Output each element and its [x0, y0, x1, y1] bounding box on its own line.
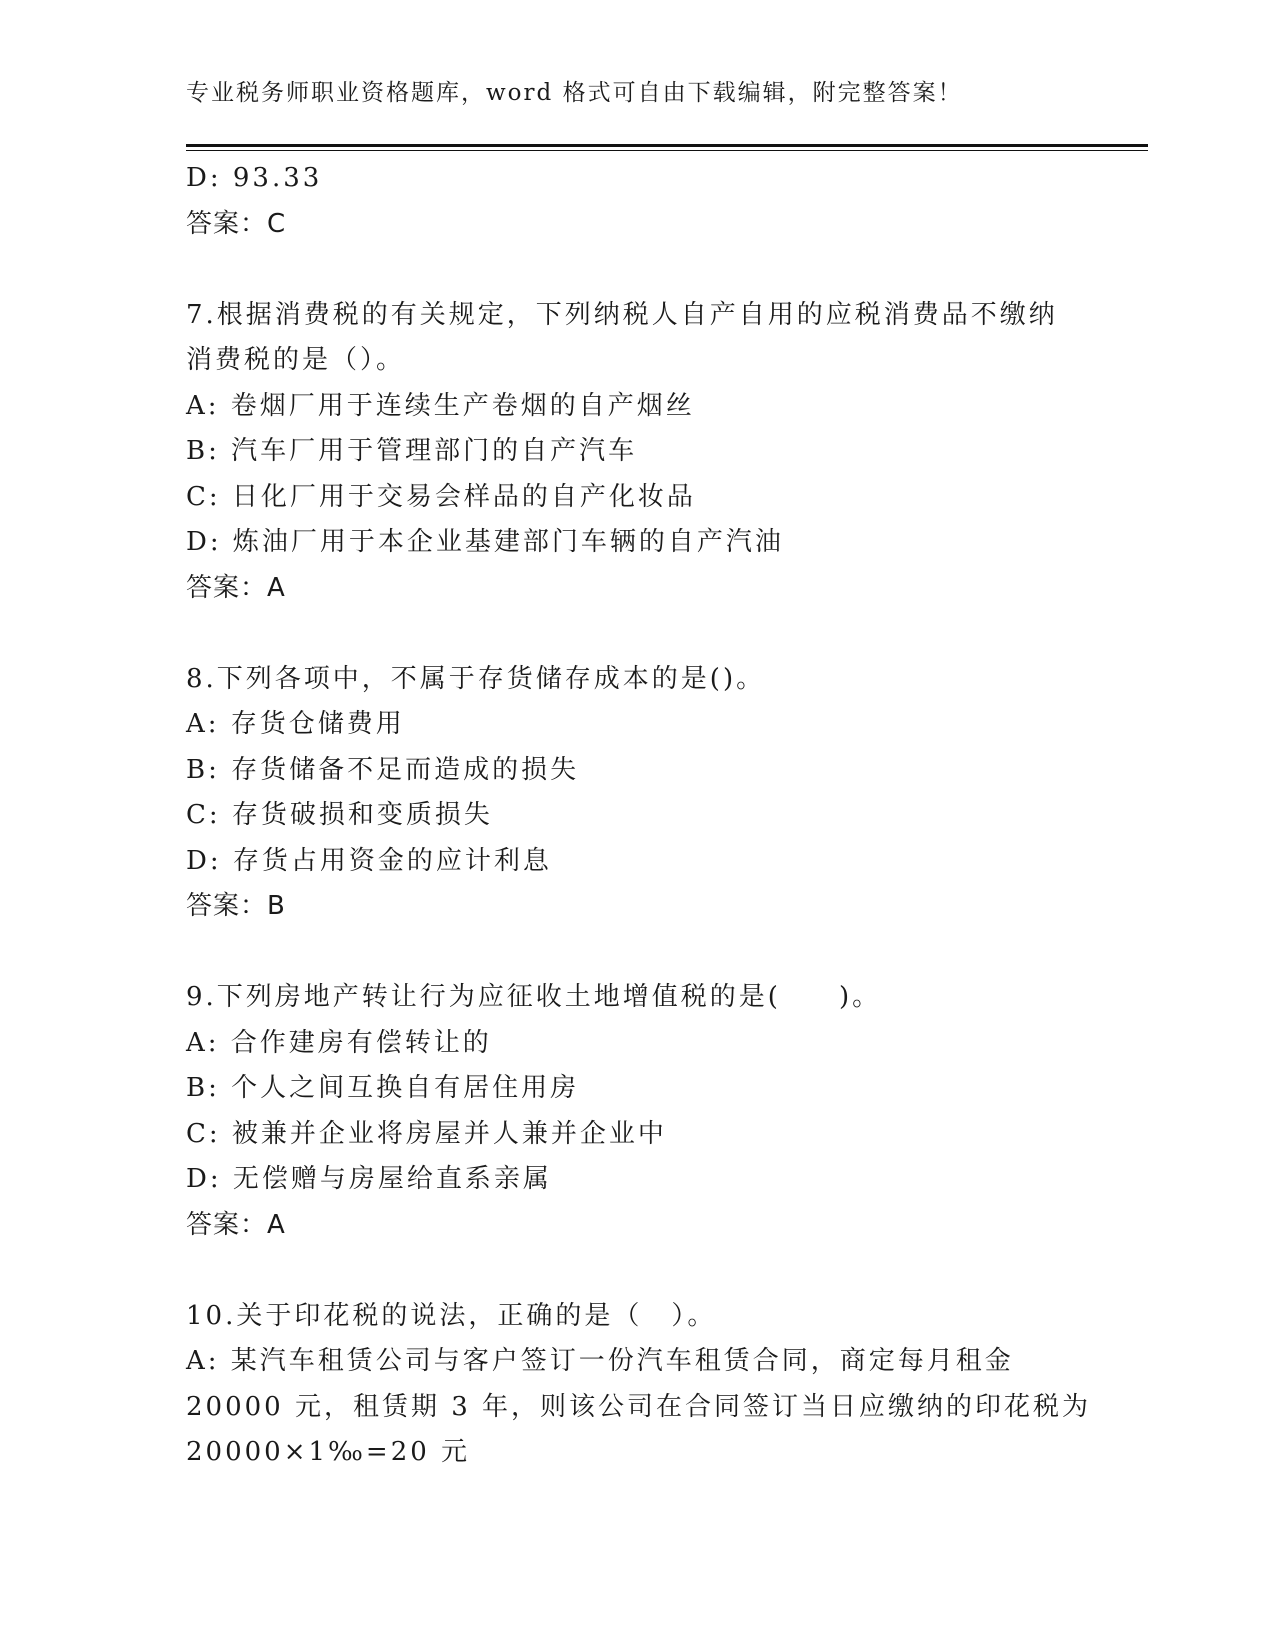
- option-text: A: 合作建房有偿转让的: [186, 1027, 492, 1058]
- answer-text: 答案：A: [186, 1209, 286, 1240]
- option-text: B: 存货储备不足而造成的损失: [186, 754, 580, 785]
- paragraph-gap: [186, 247, 1086, 293]
- option-text: C: 日化厂用于交易会样品的自产化妆品: [186, 481, 696, 512]
- paragraph-gap: [186, 930, 1086, 976]
- paragraph-gap: [186, 1248, 1086, 1294]
- option-text: B: 汽车厂用于管理部门的自产汽车: [186, 436, 638, 466]
- option-text: A: 某汽车租赁公司与客户签订一份汽车租赁合同，商定每月租金: [186, 1346, 1014, 1376]
- header-rule-thin: [186, 150, 1148, 151]
- question-text: 10.关于印花税的说法，正确的是（ ）。: [186, 1300, 717, 1331]
- page-header: 专业税务师职业资格题库，word 格式可自由下载编辑，附完整答案！: [186, 80, 963, 106]
- question-text: 9.下列房地产转让行为应征收土地增值税的是( )。: [186, 982, 882, 1012]
- option-text: A: 卷烟厂用于连续生产卷烟的自产烟丝: [186, 390, 695, 421]
- option-text: A: 存货仓储费用: [186, 709, 405, 739]
- option-text: 20000 元，租赁期 3 年，则该公司在合同签订当日应缴纳的印花税为: [186, 1391, 1092, 1422]
- answer-text: 答案：C: [186, 208, 287, 239]
- option-text: C: 存货破损和变质损失: [186, 800, 493, 830]
- option-text: C: 被兼并企业将房屋并人兼并企业中: [186, 1118, 667, 1149]
- option-text: D: 炼油厂用于本企业基建部门车辆的自产汽油: [186, 527, 784, 557]
- header-rule-thick: [186, 144, 1148, 147]
- answer-text: 答案：A: [186, 572, 286, 603]
- paragraph-gap: [186, 611, 1086, 657]
- option-text: D: 93.33: [186, 163, 323, 193]
- option-text: D: 无偿赠与房屋给直系亲属: [186, 1164, 552, 1194]
- option-text: 20000×1‰=20 元: [186, 1437, 471, 1467]
- document-body: [186, 156, 1092, 1476]
- answer-text: 答案：B: [186, 891, 286, 921]
- option-text: B: 个人之间互换自有居住用房: [186, 1073, 580, 1103]
- option-text: D: 存货占用资金的应计利息: [186, 845, 552, 876]
- question-text: 8.下列各项中，不属于存货储存成本的是()。: [186, 663, 766, 694]
- question-text: 7.根据消费税的有关规定，下列纳税人自产自用的应税消费品不缴纳: [186, 299, 1058, 330]
- question-text: 消费税的是（）。: [186, 345, 406, 375]
